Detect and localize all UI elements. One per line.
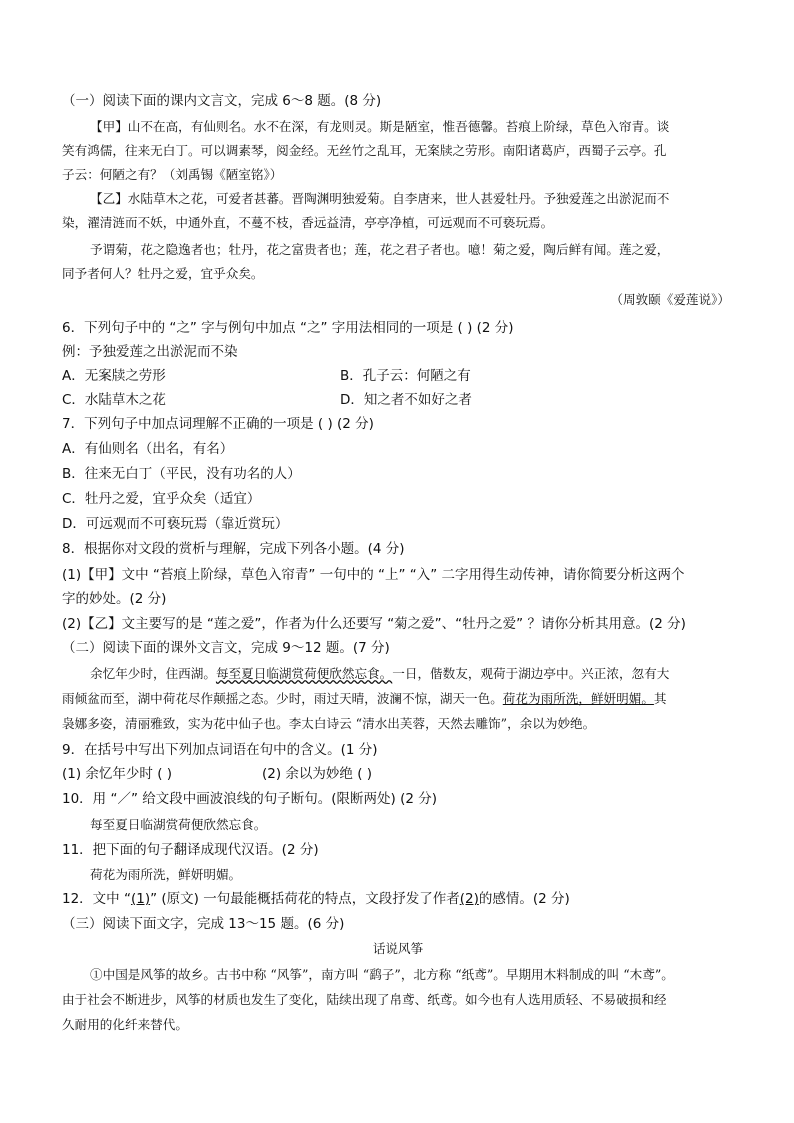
section1-header: （一）阅读下面的课内文言文，完成 6～8 题。(8 分) bbox=[62, 93, 382, 109]
section2-header: （二）阅读下面的课外文言文，完成 9～12 题。(7 分) bbox=[62, 640, 390, 656]
q6-stem: 6．下列句子中的 “之” 字与例句中加点 “之” 字用法相同的一项是 ( ) (2 分) bbox=[62, 320, 514, 336]
q6-options-row-2 bbox=[62, 390, 734, 410]
q6-example: 例：予独爱莲之出淤泥而不染 bbox=[62, 344, 238, 360]
underlined-sentence: 荷花为雨所洗，鲜妍明媚。 bbox=[502, 691, 654, 706]
q10-stem: 10．用 “／” 给文段中画波浪线的句子断句。(限断两处) (2 分) bbox=[62, 791, 437, 807]
q8-part1-line-2: 字的妙处。(2 分) bbox=[62, 591, 167, 607]
passage-yi-line-4: 同予者何人？牡丹之爱，宜乎众矣。 bbox=[62, 266, 264, 281]
q7-stem: 7．下列句子中加点词理解不正确的一项是 ( ) (2 分) bbox=[62, 416, 374, 432]
passage2-text: 其 bbox=[653, 691, 667, 706]
q9-item-2[interactable]: (2) 余以为妙绝 ( ) bbox=[262, 766, 373, 782]
passage-yi-line-2: 染，濯清涟而不妖，中通外直，不蔓不枝，香远益清，亭亭净植，可远观而不可亵玩焉。 bbox=[62, 215, 554, 230]
q7-option-d[interactable]: D．可远观而不可亵玩焉（靠近赏玩） bbox=[62, 516, 289, 532]
passage2-line-3: 袅娜多姿，清丽雅致，实为花中仙子也。李太白诗云 “清水出芙蓉，天然去雕饰”，余以为妙绝。 bbox=[62, 716, 596, 731]
passage2-line-2 bbox=[62, 689, 734, 709]
q8-stem: 8．根据你对文段的赏析与理解，完成下列各小题。(4 分) bbox=[62, 541, 405, 557]
q9-item-1[interactable]: (1) 余忆年少时 ( ) bbox=[62, 766, 173, 782]
q6-option-c[interactable]: C．水陆草木之花 bbox=[62, 392, 166, 408]
q12-stem bbox=[62, 889, 734, 909]
q12-blank-2[interactable]: (2) bbox=[459, 891, 479, 907]
q12-text: 的感情。(2 分) bbox=[478, 891, 570, 907]
passage2-line-1 bbox=[90, 664, 734, 684]
q9-items bbox=[62, 764, 734, 784]
q11-stem: 11．把下面的句子翻译成现代汉语。(2 分) bbox=[62, 842, 319, 858]
passage2-text: 一日，偕数友，观荷于湖边亭中。兴正浓，忽有大 bbox=[392, 666, 670, 681]
passage-yi-source: （周敦颐《爱莲说》） bbox=[610, 292, 730, 307]
section3-header: （三）阅读下面文字，完成 13～15 题。(6 分) bbox=[62, 916, 345, 932]
passage-yi-line-3: 予谓菊，花之隐逸者也；牡丹，花之富贵者也；莲，花之君子者也。噫！菊之爱，陶后鲜有闻。莲之爱， bbox=[90, 242, 670, 257]
q8-part1-line-1: (1)【甲】文中 “苔痕上阶绿，草色入帘青” 一句中的 “上” “入” 二字用得生动传神，请你简要分析这两个 bbox=[62, 567, 685, 583]
q6-option-d[interactable]: D．知之者不如好之者 bbox=[340, 392, 472, 408]
passage-yi-line-1: 【乙】水陆草木之花，可爱者甚蕃。晋陶渊明独爱菊。自李唐来，世人甚爱牡丹。予独爱莲之出淤泥而不 bbox=[90, 191, 670, 206]
q11-sentence: 荷花为雨所洗，鲜妍明媚。 bbox=[90, 867, 242, 882]
q12-text: ” (原文) 一句最能概括荷花的特点，文段抒发了作者 bbox=[150, 891, 460, 907]
passage-jia-line-3: 子云：何陋之有？（刘禹锡《陋室铭》） bbox=[62, 167, 283, 182]
article-title: 话说风筝 bbox=[372, 941, 424, 956]
passage-jia-line-2: 笑有鸿儒，往来无白丁。可以调素琴，阅金经。无丝竹之乱耳，无案牍之劳形。南阳诸葛庐，西蜀子云亭。孔 bbox=[62, 143, 667, 158]
q6-option-b[interactable]: B．孔子云：何陋之有 bbox=[340, 368, 471, 384]
passage2-text: 雨倾盆而至，湖中荷花尽作颠摇之态。少时，雨过天晴，波澜不惊，湖天一色。 bbox=[62, 691, 503, 706]
q10-sentence: 每至夏日临湖赏荷便欣然忘食。 bbox=[90, 817, 267, 832]
article-line-1: ①中国是风筝的故乡。古书中称 “风筝”，南方叫 “鹞子”，北方称 “纸鸢”。早期用木料制成的叫 “木鸢”。 bbox=[90, 967, 674, 982]
passage2-text: 余忆年少时，住西湖。 bbox=[90, 666, 216, 681]
q12-text: 12．文中 “ bbox=[62, 891, 131, 907]
q7-option-b[interactable]: B．往来无白丁（平民，没有功名的人） bbox=[62, 466, 301, 482]
passage-jia-line-1: 【甲】山不在高，有仙则名。水不在深，有龙则灵。斯是陋室，惟吾德馨。苔痕上阶绿，草色入帘青。谈 bbox=[90, 119, 670, 134]
q9-stem: 9．在括号中写出下列加点词语在句中的含义。(1 分) bbox=[62, 742, 378, 758]
q12-blank-1[interactable]: (1) bbox=[130, 891, 151, 907]
q7-option-c[interactable]: C．牡丹之爱，宜乎众矣（适宜） bbox=[62, 491, 261, 507]
q8-part2: (2)【乙】文主要写的是 “莲之爱”，作者为什么还要写 “菊之爱”、“牡丹之爱” ？请你分析其用意。(2 分) bbox=[62, 616, 686, 632]
q6-options-row-1 bbox=[62, 366, 734, 386]
q6-option-a[interactable]: A．无案牍之劳形 bbox=[62, 368, 166, 384]
q7-option-a[interactable]: A．有仙则名（出名，有名） bbox=[62, 441, 234, 457]
wavy-underlined-sentence: 每至夏日临湖赏荷便欣然忘食。 bbox=[215, 666, 393, 681]
article-line-3: 久耐用的化纤来替代。 bbox=[62, 1017, 188, 1032]
article-line-2: 由于社会不断进步，风筝的材质也发生了变化，陆续出现了帛鸢、纸鸢。如今也有人选用质轻、不易破损和经 bbox=[62, 992, 667, 1007]
